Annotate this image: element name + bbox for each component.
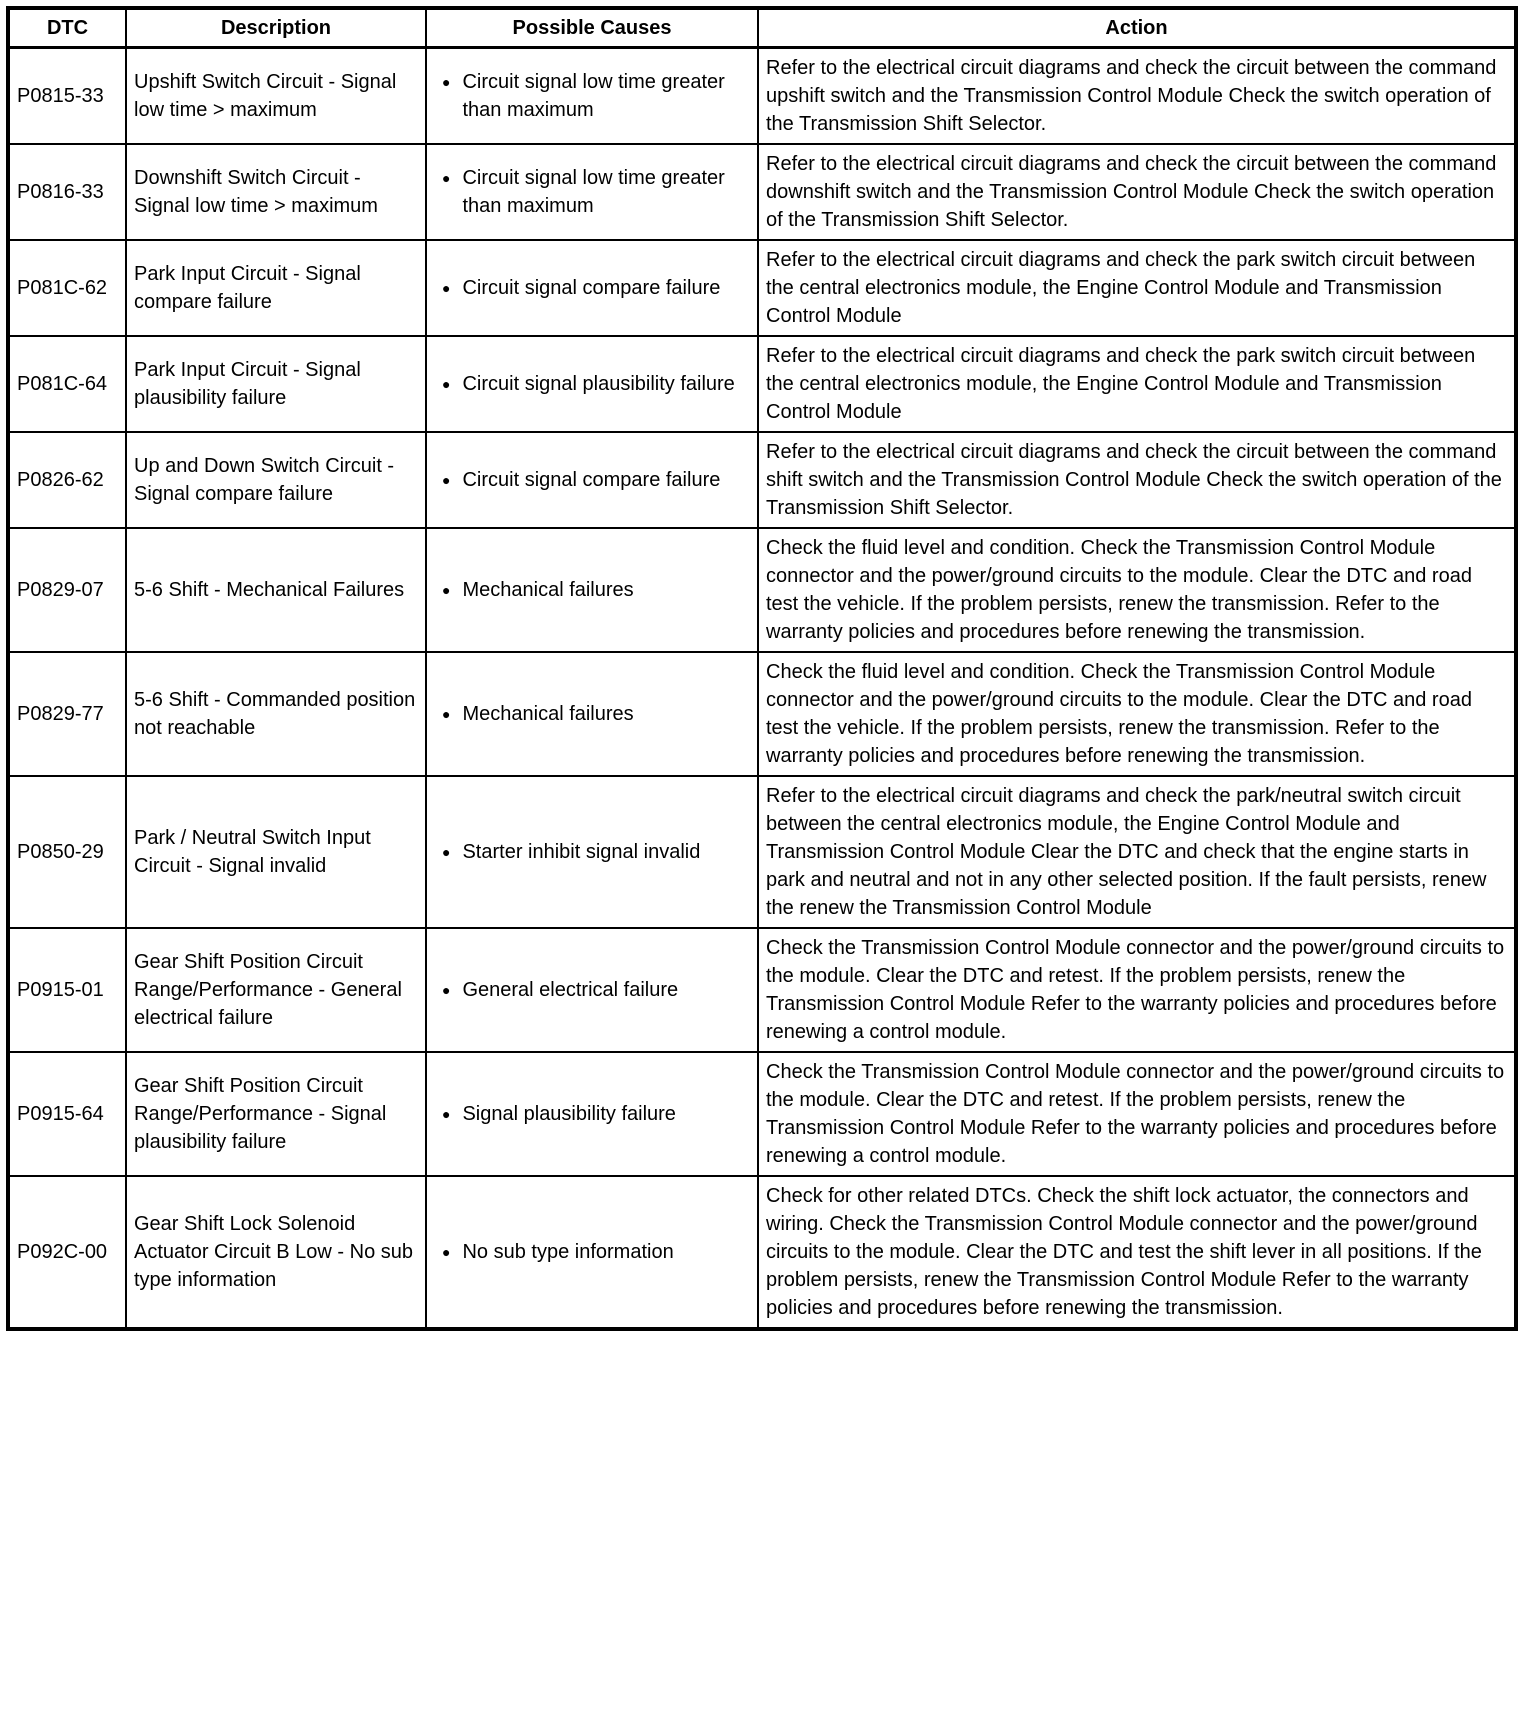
possible-causes-cell: [426, 48, 758, 145]
action-cell: Check the fluid level and condition. Check the Transmission Control Module connector and the power/ground circuits to the module. Clear the DTC and road test the vehicle. If the problem persists, renew the transmission. Refer to the warranty policies and procedures before renewing the transmission.: [758, 528, 1516, 652]
bullet-icon: ●: [442, 170, 451, 186]
dtc-code-cell: P081C-62: [8, 240, 126, 336]
description-cell: Upshift Switch Circuit - Signal low time > maximum: [126, 48, 426, 145]
possible-causes-cell: [426, 432, 758, 528]
possible-causes-cell: [426, 1052, 758, 1176]
bullet-icon: ●: [442, 844, 451, 860]
cause-bullet-item: [434, 1100, 750, 1128]
description-cell: Gear Shift Position Circuit Range/Performance - Signal plausibility failure: [126, 1052, 426, 1176]
description-cell: Park Input Circuit - Signal compare failure: [126, 240, 426, 336]
bullet-icon: ●: [442, 376, 451, 392]
cause-text: Mechanical failures: [462, 579, 634, 601]
possible-causes-cell: [426, 144, 758, 240]
cause-bullet-item: [434, 274, 750, 302]
cause-bullet-item: [434, 838, 750, 866]
description-cell: Gear Shift Lock Solenoid Actuator Circuit B Low - No sub type information: [126, 1176, 426, 1329]
cause-text: Circuit signal low time greater than maximum: [462, 71, 725, 121]
action-cell: Check for other related DTCs. Check the shift lock actuator, the connectors and wiring. Check the Transmission Control Module connector and the power/ground circuits to the module. Clear the DTC and test the shift lever in all positions. If the problem persists, renew the Transmission Control Module Refer to the warranty policies and procedures before renewing the transmission.: [758, 1176, 1516, 1329]
table-row: [8, 336, 1516, 432]
possible-causes-cell: [426, 652, 758, 776]
possible-causes-cell: [426, 776, 758, 928]
bullet-icon: ●: [442, 472, 451, 488]
bullet-icon: ●: [442, 982, 451, 998]
bullet-icon: ●: [442, 1244, 451, 1260]
action-cell: Check the Transmission Control Module connector and the power/ground circuits to the module. Clear the DTC and retest. If the problem persists, renew the Transmission Control Module Refer to the warranty policies and procedures before renewing a control module.: [758, 928, 1516, 1052]
possible-causes-cell: [426, 1176, 758, 1329]
description-cell: Gear Shift Position Circuit Range/Performance - General electrical failure: [126, 928, 426, 1052]
cause-text: Circuit signal compare failure: [462, 277, 721, 299]
table-row: [8, 432, 1516, 528]
cause-bullet-item: [434, 370, 750, 398]
cause-text: General electrical failure: [462, 979, 679, 1001]
action-cell: Refer to the electrical circuit diagrams and check the park/neutral switch circuit between the central electronics module, the Engine Control Module and Transmission Control Module Clear the DTC and check that the engine starts in park and neutral and not in any other selected position. If the fault persists, renew the renew the Transmission Control Module: [758, 776, 1516, 928]
cause-text: Circuit signal low time greater than maximum: [462, 167, 725, 217]
table-row: [8, 1176, 1516, 1329]
description-cell: 5-6 Shift - Commanded position not reachable: [126, 652, 426, 776]
cause-bullet-item: [434, 68, 750, 124]
table-row: [8, 776, 1516, 928]
cause-text: Circuit signal compare failure: [462, 469, 721, 491]
action-cell: Refer to the electrical circuit diagrams and check the circuit between the command upshift switch and the Transmission Control Module Check the switch operation of the Transmission Shift Selector.: [758, 48, 1516, 145]
action-cell: Check the fluid level and condition. Check the Transmission Control Module connector and the power/ground circuits to the module. Clear the DTC and road test the vehicle. If the problem persists, renew the transmission. Refer to the warranty policies and procedures before renewing the transmission.: [758, 652, 1516, 776]
action-cell: Check the Transmission Control Module connector and the power/ground circuits to the module. Clear the DTC and retest. If the problem persists, renew the Transmission Control Module Refer to the warranty policies and procedures before renewing a control module.: [758, 1052, 1516, 1176]
table-header-row: [8, 8, 1516, 48]
cause-bullet-item: [434, 700, 750, 728]
table-row: [8, 48, 1516, 145]
possible-causes-cell: [426, 528, 758, 652]
header-dtc: DTC: [8, 8, 126, 48]
bullet-icon: ●: [442, 1106, 451, 1122]
description-cell: Up and Down Switch Circuit - Signal compare failure: [126, 432, 426, 528]
table-row: [8, 528, 1516, 652]
dtc-table: [6, 6, 1518, 1331]
cause-text: Signal plausibility failure: [462, 1103, 676, 1125]
action-cell: Refer to the electrical circuit diagrams and check the circuit between the command shift switch and the Transmission Control Module Check the switch operation of the Transmission Shift Selector.: [758, 432, 1516, 528]
cause-bullet-item: [434, 576, 750, 604]
dtc-code-cell: P0915-01: [8, 928, 126, 1052]
header-action: Action: [758, 8, 1516, 48]
table-row: [8, 1052, 1516, 1176]
dtc-code-cell: P0816-33: [8, 144, 126, 240]
action-cell: Refer to the electrical circuit diagrams and check the park switch circuit between the central electronics module, the Engine Control Module and Transmission Control Module: [758, 336, 1516, 432]
header-description: Description: [126, 8, 426, 48]
header-possible-causes: Possible Causes: [426, 8, 758, 48]
table-row: [8, 928, 1516, 1052]
dtc-code-cell: P092C-00: [8, 1176, 126, 1329]
cause-bullet-item: [434, 1238, 750, 1266]
bullet-icon: ●: [442, 74, 451, 90]
table-row: [8, 240, 1516, 336]
action-cell: Refer to the electrical circuit diagrams and check the circuit between the command downshift switch and the Transmission Control Module Check the switch operation of the Transmission Shift Selector.: [758, 144, 1516, 240]
table-row: [8, 652, 1516, 776]
dtc-code-cell: P0815-33: [8, 48, 126, 145]
dtc-code-cell: P0850-29: [8, 776, 126, 928]
description-cell: Park / Neutral Switch Input Circuit - Signal invalid: [126, 776, 426, 928]
cause-bullet-item: [434, 466, 750, 494]
dtc-code-cell: P0829-07: [8, 528, 126, 652]
dtc-table-body: [8, 48, 1516, 1330]
description-cell: 5-6 Shift - Mechanical Failures: [126, 528, 426, 652]
cause-text: Starter inhibit signal invalid: [462, 841, 701, 863]
cause-bullet-item: [434, 164, 750, 220]
cause-bullet-item: [434, 976, 750, 1004]
bullet-icon: ●: [442, 582, 451, 598]
dtc-code-cell: P0826-62: [8, 432, 126, 528]
dtc-code-cell: P0829-77: [8, 652, 126, 776]
cause-text: Circuit signal plausibility failure: [462, 373, 735, 395]
table-row: [8, 144, 1516, 240]
dtc-code-cell: P081C-64: [8, 336, 126, 432]
cause-text: No sub type information: [462, 1241, 674, 1263]
possible-causes-cell: [426, 240, 758, 336]
action-cell: Refer to the electrical circuit diagrams and check the park switch circuit between the central electronics module, the Engine Control Module and Transmission Control Module: [758, 240, 1516, 336]
cause-text: Mechanical failures: [462, 703, 634, 725]
dtc-code-cell: P0915-64: [8, 1052, 126, 1176]
description-cell: Park Input Circuit - Signal plausibility failure: [126, 336, 426, 432]
bullet-icon: ●: [442, 280, 451, 296]
bullet-icon: ●: [442, 706, 451, 722]
possible-causes-cell: [426, 336, 758, 432]
description-cell: Downshift Switch Circuit - Signal low time > maximum: [126, 144, 426, 240]
possible-causes-cell: [426, 928, 758, 1052]
